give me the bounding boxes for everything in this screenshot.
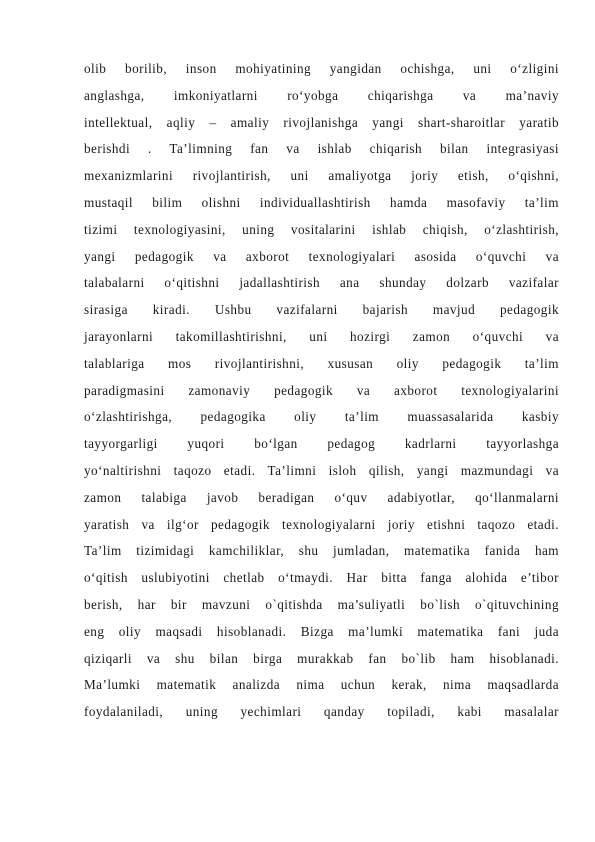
text-line: paradigmasini zamonaviy pedagogik va axborot texnologiyalarini xyxy=(84,382,559,398)
text-line: mustaqil bilim olishni individuallashtirish hamda masofaviy ta’lim xyxy=(84,194,559,210)
text-line: talablariga mos rivojlantirishni, xususan oliy pedagogik ta’lim xyxy=(84,355,559,371)
text-line: o‘zlashtirishga, pedagogika oliy ta’lim muassasalarida kasbiy xyxy=(84,409,559,425)
text-line: berishdi . Ta’limning fan va ishlab chiqarish bilan integrasiyasi xyxy=(84,141,559,157)
text-line: olib borilib, inson mohiyatining yangidan ochishga, uni o‘zligini xyxy=(84,61,559,76)
text-line: eng oliy maqsadi hisoblanadi. Bizga ma’lumki matematika fani juda xyxy=(84,623,559,639)
text-line: Ma’lumki matematik analizda nima uchun kerak, nima maqsadlarda xyxy=(84,677,559,693)
text-line: jarayonlarni takomillashtirishni, uni hozirgi zamon o‘quvchi va xyxy=(84,328,559,344)
text-line: talabalarni o‘qitishni jadallashtirish ana shunday dolzarb vazifalar xyxy=(84,275,559,291)
text-line: mexanizmlarini rivojlantirish, uni amaliyotga joriy etish, o‘qishni, xyxy=(84,168,559,184)
text-line: yangi pedagogik va axborot texnologiyalari asosida o‘quvchi va xyxy=(84,248,559,264)
body-paragraph xyxy=(84,56,559,726)
text-line: anglashga, imkoniyatlarni ro‘yobga chiqarishga va ma’naviy xyxy=(84,87,559,103)
text-line: yo‘naltirishni taqozo etadi. Ta’limni isloh qilish, yangi mazmundagi va xyxy=(84,462,559,478)
text-line: sirasiga kiradi. Ushbu vazifalarni bajarish mavjud pedagogik xyxy=(84,302,559,318)
text-line: zamon talabiga javob beradigan o‘quv adabiyotlar, qo‘llanmalarni xyxy=(84,489,559,505)
text-line: foydalaniladi, uning yechimlari qanday topiladi, kabi masalalar xyxy=(84,704,559,720)
text-line: yaratish va ilg‘or pedagogik texnologiyalarni joriy etishni taqozo etadi. xyxy=(84,516,559,532)
text-line: qiziqarli va shu bilan birga murakkab fan bo`lib ham hisoblanadi. xyxy=(84,650,559,666)
text-line: tayyorgarligi yuqori bo‘lgan pedagog kadrlarni tayyorlashga xyxy=(84,436,559,452)
text-line: berish, har bir mavzuni o`qitishda ma’suliyatli bo`lish o`qituvchining xyxy=(84,596,559,612)
text-line: o‘qitish uslubiyotini chetlab o‘tmaydi. Har bitta fanga alohida e’tibor xyxy=(84,570,559,586)
text-line: Ta’lim tizimidagi kamchiliklar, shu jumladan, matematika fanida ham xyxy=(84,543,559,559)
text-line: intellektual, aqliy – amaliy rivojlanishga yangi shart-sharoitlar yaratib xyxy=(84,114,559,130)
text-line: tizimi texnologiyasini, uning vositalarini ishlab chiqish, o‘zlashtirish, xyxy=(84,221,559,237)
